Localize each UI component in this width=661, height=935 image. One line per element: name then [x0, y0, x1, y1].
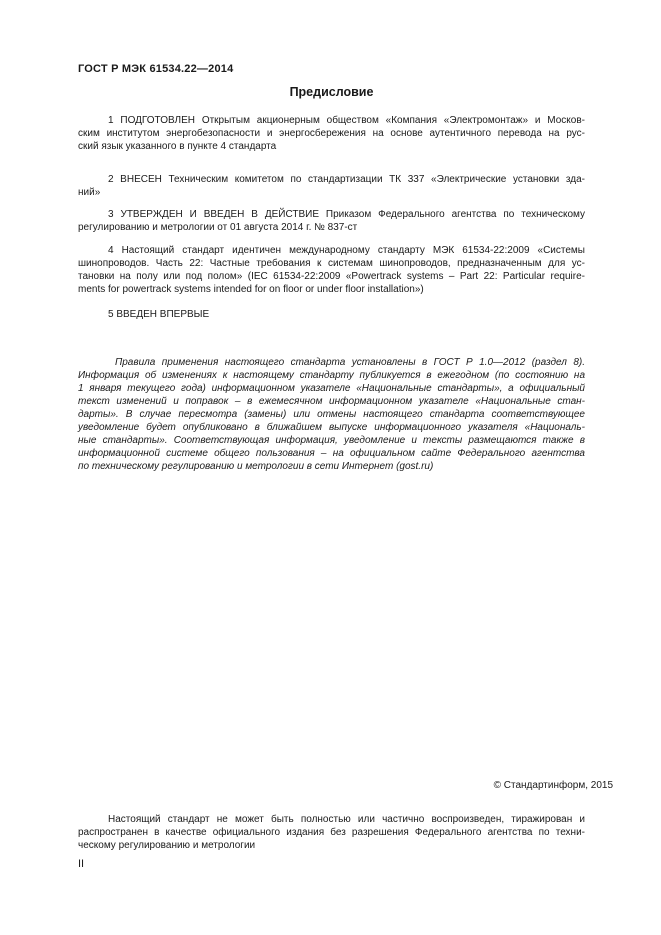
text-line: Информация об изменениях к настоящему стандарту публикуется в ежегодном (по состоянию на [78, 370, 585, 381]
text-line: дарты». В случае пересмотра (замены) или отмены настоящего стандарта соответствующее [78, 409, 585, 420]
distribution-notice [78, 813, 585, 852]
text-line: текст изменений и поправок – в ежемесячном информационном указателе «Национальные стан- [78, 396, 585, 407]
text-line: тановки на полу или под полом» (IEC 61534-22:2009 «Powertrack systems – Part 22: Particular require- [78, 271, 585, 282]
text-line: 2 ВНЕСЕН Техническим комитетом по стандартизации ТК 337 «Электрические установки зда- [108, 174, 585, 185]
text-line: Настоящий стандарт не может быть полностью или частично воспроизведен, тиражирован и [108, 814, 585, 825]
foreword-item-4 [78, 244, 585, 296]
text-line: 4 Настоящий стандарт идентичен международному стандарту МЭК 61534-22:2009 «Системы [108, 245, 585, 256]
text-line: по техническому регулированию и метрологии в сети Интернет (gost.ru) [78, 461, 434, 472]
text-line: регулированию и метрологии от 01 августа 2014 г. № 837-ст [78, 222, 358, 233]
text-line: ским институтом энергобезопасности и энергосбережения на основе аутентичного перевода на рус- [78, 128, 585, 139]
text-line: ний» [78, 187, 101, 198]
text-line: информационной системе общего пользования – на официальном сайте Федерального агентства [78, 448, 585, 459]
foreword-item-5 [78, 308, 585, 321]
text-line: ные стандарты». Соответствующая информация, уведомление и тексты размещаются также в [78, 435, 585, 446]
doc-number: ГОСТ Р МЭК 61534.22—2014 [78, 63, 234, 75]
text-line: 1 ПОДГОТОВЛЕН Открытым акционерным обществом «Компания «Электромонтаж» и Москов- [108, 115, 585, 126]
text-line: 1 января текущего года) информационном указателе «Национальные стандарты», а официальный [78, 383, 585, 394]
text-line: уведомление будет опубликовано в ближайшем выпуске информационного указателя «Националь- [78, 422, 585, 433]
text-line: 5 ВВЕДЕН ВПЕРВЫЕ [108, 309, 210, 320]
page-title: Предисловие [289, 85, 374, 99]
text-line: 3 УТВЕРЖДЕН И ВВЕДЕН В ДЕЙСТВИЕ Приказом Федерального агентства по техническому [108, 209, 585, 220]
foreword-item-2 [78, 173, 585, 199]
text-line: ческому регулированию и метрологии [78, 840, 256, 851]
text-line: распространен в качестве официального издания без разрешения Федерального агентства по техни- [78, 827, 585, 838]
text-line: Правила применения настоящего стандарта установлены в ГОСТ Р 1.0—2012 (раздел 8). [115, 357, 585, 368]
text-line: шинопроводов. Часть 22: Частные требования к системам шинопроводов, предназначенным для ус- [78, 258, 585, 269]
text-line: ский язык указанного в пункте 4 стандарта [78, 141, 277, 152]
foreword-item-3 [78, 208, 585, 234]
page-number: II [78, 858, 85, 870]
foreword-item-1 [78, 114, 585, 153]
text-line: ments for powertrack systems intended for on floor or under floor installation») [78, 284, 424, 295]
application-rules-note [78, 356, 585, 473]
copyright-notice: © Стандартинформ, 2015 [493, 780, 613, 791]
